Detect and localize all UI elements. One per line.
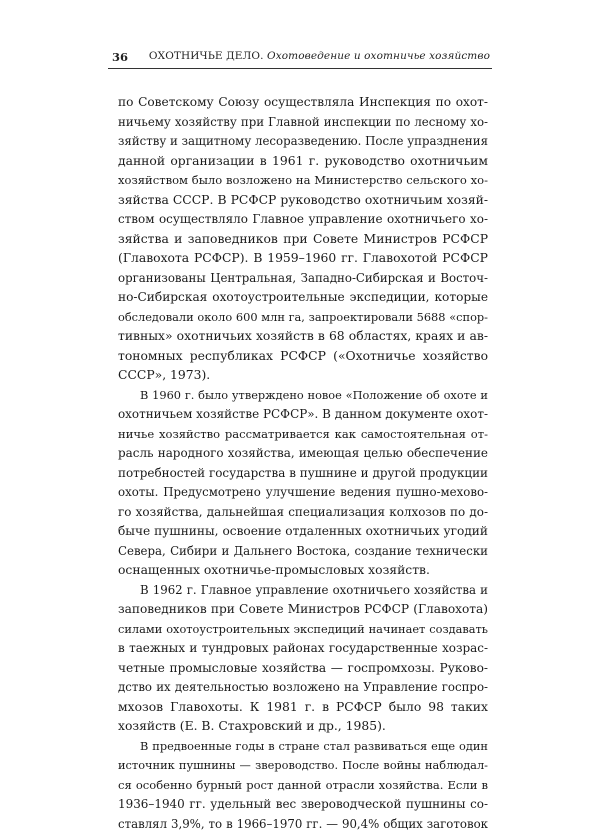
text-line: быче пушнины, освоение отдаленных охотничьих угодий — [118, 522, 488, 542]
body-text — [118, 93, 488, 834]
running-title — [149, 50, 490, 62]
text-line: В 1960 г. было утверждено новое «Положение об охоте и — [118, 386, 488, 406]
text-line: зяйства СССР. В РСФСР руководство охотничьим хозяй- — [118, 191, 488, 211]
text-line: В 1962 г. Главное управление охотничьего хозяйства и — [118, 581, 488, 601]
text-line: ничье хозяйство рассматривается как самостоятельная от- — [118, 425, 488, 445]
text-line: хозяйством было возложено на Министерство сельского хо- — [118, 171, 488, 191]
text-line: зяйству и защитному лесоразведению. После упразднения — [118, 132, 488, 152]
header-rule — [108, 68, 492, 69]
text-line: обследовали около 600 млн га, запроектировали 5688 «спор- — [118, 308, 488, 328]
text-line: по Советскому Союзу осуществляла Инспекция по охот- — [118, 93, 488, 113]
running-title-subtitle: Охотоведение и охотничье хозяйство — [267, 50, 490, 62]
text-line: дство их деятельностью возложено на Управление госпро- — [118, 678, 488, 698]
text-line: четные промысловые хозяйства — госпромхозы. Руково- — [118, 659, 488, 679]
text-line: ством осуществляло Главное управление охотничьего хо- — [118, 210, 488, 230]
text-line: 1936–1940 гг. удельный вес звероводческой пушнины со- — [118, 795, 488, 815]
text-line: СССР», 1973). — [118, 366, 488, 386]
text-line: ся особенно бурный рост данной отрасли хозяйства. Если в — [118, 776, 488, 796]
running-title-main: ОХОТНИЧЬЕ ДЕЛО. — [149, 50, 264, 62]
text-line: расль народного хозяйства, имеющая целью обеспечение — [118, 444, 488, 464]
page-number: 36 — [112, 50, 128, 64]
text-line: хозяйств (Е. В. Стахровский и др., 1985). — [118, 717, 488, 737]
running-header — [108, 47, 492, 69]
text-line: (Главохота РСФСР). В 1959–1960 гг. Главохотой РСФСР — [118, 249, 488, 269]
text-line: заповедников при Совете Министров РСФСР (Главохота) — [118, 600, 488, 620]
text-line: В предвоенные годы в стране стал развиваться еще один — [118, 737, 488, 757]
text-line: тивных» охотничьих хозяйств в 68 областях, краях и ав- — [118, 327, 488, 347]
text-line: го хозяйства, дальнейшая специализация колхозов по до- — [118, 503, 488, 523]
text-line: в таежных и тундровых районах государственные хозрас- — [118, 639, 488, 659]
text-line: силами охотоустроительных экспедиций начинает создавать — [118, 620, 488, 640]
text-line: ничьему хозяйству при Главной инспекции по лесному хо- — [118, 113, 488, 133]
text-line: тономных республиках РСФСР («Охотничье хозяйство — [118, 347, 488, 367]
text-line: зяйства и заповедников при Совете Министров РСФСР — [118, 230, 488, 250]
text-line: организованы Центральная, Западно-Сибирская и Восточ- — [118, 269, 488, 289]
text-line: Севера, Сибири и Дальнего Востока, создание технически — [118, 542, 488, 562]
text-line: ставлял 3,9%, то в 1966–1970 гг. — 90,4% общих заготовок — [118, 815, 488, 834]
text-line: но-Сибирская охотоустроительные экспедиции, которые — [118, 288, 488, 308]
text-line: мхозов Главохоты. К 1981 г. в РСФСР было 98 таких — [118, 698, 488, 718]
text-line: охотничьем хозяйстве РСФСР». В данном документе охот- — [118, 405, 488, 425]
text-line: данной организации в 1961 г. руководство охотничьим — [118, 152, 488, 172]
text-line: оснащенных охотничье-промысловых хозяйств. — [118, 561, 488, 581]
text-line: охоты. Предусмотрено улучшение ведения пушно-мехово- — [118, 483, 488, 503]
text-line: потребностей государства в пушнине и другой продукции — [118, 464, 488, 484]
text-line: источник пушнины — звероводство. После войны наблюдал- — [118, 756, 488, 776]
